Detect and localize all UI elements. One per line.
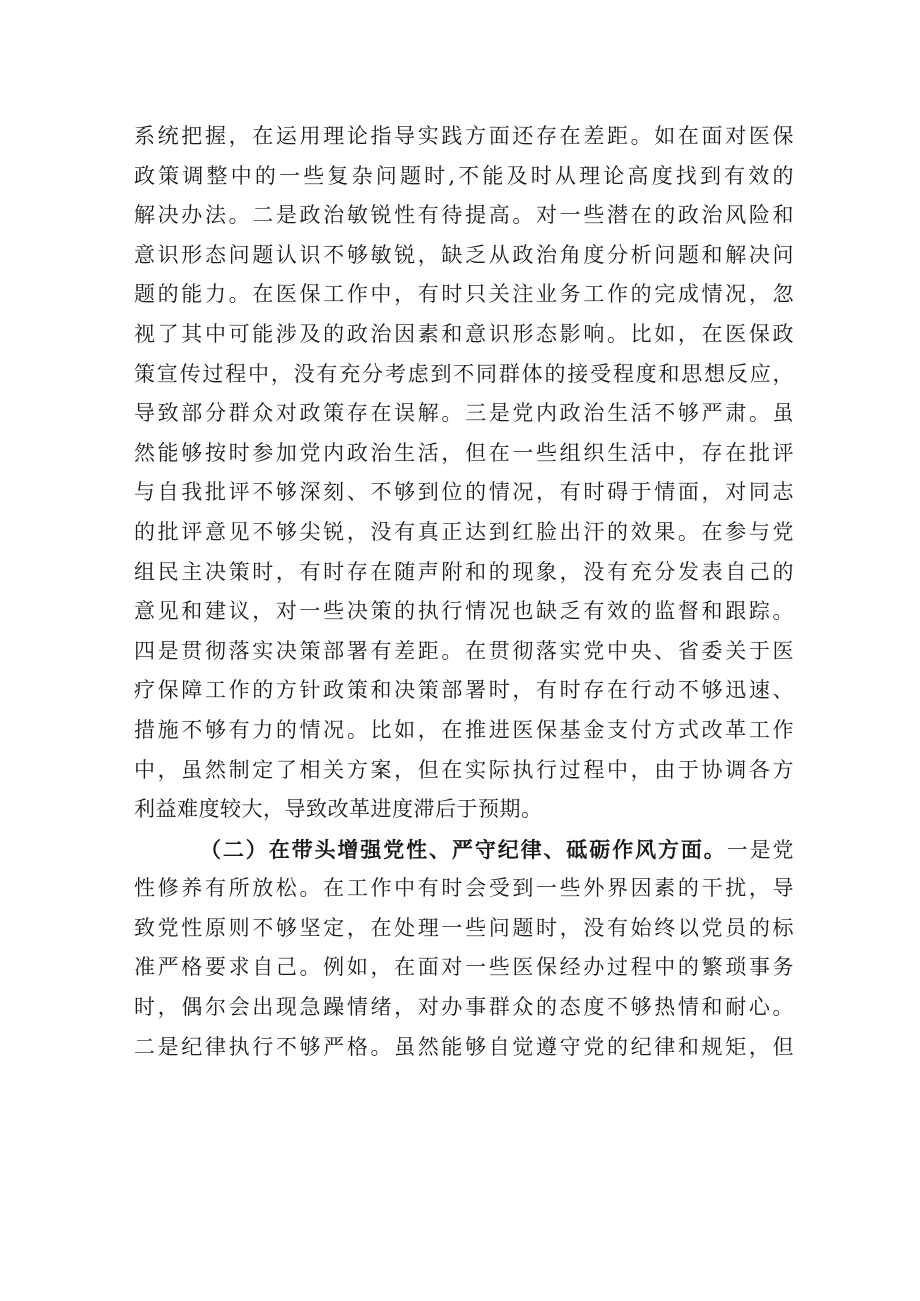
paragraph-last-line: 利益难度较大，导致改革进度滞后于预期。 xyxy=(134,797,543,822)
body-line: 组民主决策时，有时存在随声附和的现象，没有充分发表自己的 xyxy=(134,559,794,584)
body-line: 导致部分群众对政策存在误解。三是党内政治生活不够严肃。虽 xyxy=(134,401,794,426)
body-line: 的批评意见不够尖锐，没有真正达到红脸出汗的效果。在参与党 xyxy=(134,519,794,544)
body-line: 四是贯彻落实决策部署有差距。在贯彻落实党中央、省委关于医 xyxy=(134,638,794,663)
section-line: 致党性原则不够坚定，在处理一些问题时，没有始终以党员的标 xyxy=(134,915,794,940)
section-heading-line xyxy=(134,830,794,870)
body-line: 视了其中可能涉及的政治因素和意识形态影响。比如，在医保政 xyxy=(134,321,794,346)
section-line: 时，偶尔会出现急躁情绪，对办事群众的态度不够热情和耐心。 xyxy=(134,995,794,1020)
section-line: 性修养有所放松。在工作中有时会受到一些外界因素的干扰，导 xyxy=(134,876,794,901)
body-line: 意见和建议，对一些决策的执行情况也缺乏有效的监督和跟踪。 xyxy=(134,599,794,624)
document-body xyxy=(134,117,794,1067)
section-line: 二是纪律执行不够严格。虽然能够自觉遵守党的纪律和规矩，但 xyxy=(134,1034,794,1059)
body-line: 中，虽然制定了相关方案，但在实际执行过程中，由于协调各方 xyxy=(134,757,794,782)
body-line: 然能够按时参加党内政治生活，但在一些组织生活中，存在批评 xyxy=(134,440,794,465)
section-line: 准严格要求自己。例如，在面对一些医保经办过程中的繁琐事务 xyxy=(134,955,794,980)
body-line: 题的能力。在医保工作中，有时只关注业务工作的完成情况，忽 xyxy=(134,282,794,307)
body-line: 系统把握，在运用理论指导实践方面还存在差距。如在面对医保 xyxy=(134,124,794,148)
body-line: 疗保障工作的方针政策和决策部署时，有时存在行动不够迅速、 xyxy=(134,678,794,703)
section-first-line-rest: 一是党 xyxy=(726,837,795,862)
body-line: 策宣传过程中，没有充分考虑到不同群体的接受程度和思想反应， xyxy=(134,361,794,386)
body-line: 措施不够有力的情况。比如，在推进医保基金支付方式改革工作 xyxy=(134,717,794,742)
body-line: 与自我批评不够深刻、不够到位的情况，有时碍于情面，对同志 xyxy=(134,480,794,505)
section-heading: （二）在带头增强党性、严守纪律、砥砺作风方面。 xyxy=(200,836,727,862)
body-line: 解决办法。二是政治敏锐性有待提高。对一些潜在的政治风险和 xyxy=(134,203,794,228)
body-line: 政策调整中的一些复杂问题时,不能及时从理论高度找到有效的 xyxy=(134,163,794,188)
body-line: 意识形态问题认识不够敏锐，缺乏从政治角度分析问题和解决问 xyxy=(134,242,794,267)
